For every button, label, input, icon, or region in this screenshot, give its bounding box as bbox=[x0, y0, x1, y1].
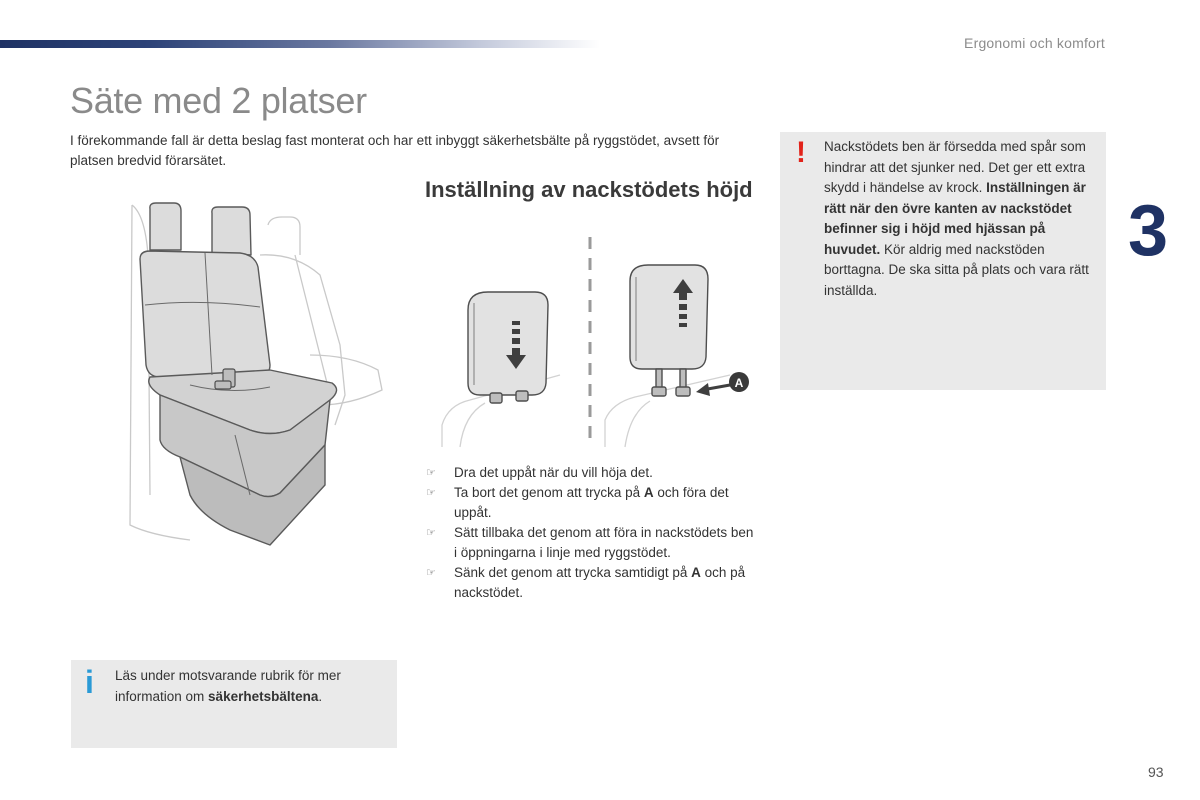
pointer-bullet-icon: ☞ bbox=[426, 487, 436, 499]
list-item bbox=[426, 563, 756, 603]
intro-paragraph: I förekommande fall är detta beslag fast monterat och har ett inbyggt säkerhetsbälte på ryggstödet, avsett för platsen bredvid förarsätet. bbox=[70, 133, 720, 168]
warning-paragraph: Nackstödets ben är försedda med spår som hindrar att det sjunker ned. Det ger ett extra skydd i händelse av krock. bbox=[824, 139, 1086, 195]
page-number: 93 bbox=[1148, 764, 1164, 780]
warning-text bbox=[824, 137, 1100, 301]
info-paragraph: Läs under motsvarande rubrik för mer information om bbox=[115, 668, 341, 704]
info-emphasis: säkerhetsbältena bbox=[208, 688, 319, 704]
warning-icon: ! bbox=[796, 136, 806, 169]
pointer-bullet-icon: ☞ bbox=[426, 527, 436, 539]
headrest-adjustment-illustration bbox=[440, 235, 760, 450]
step-text: Sätt tillbaka det genom att föra in nackstödets ben i öppningarna i linje med ryggstödet. bbox=[454, 525, 754, 560]
section-title: Ergonomi och komfort bbox=[964, 35, 1105, 51]
step-text: Dra det uppåt när du vill höja det. bbox=[454, 465, 653, 480]
pointer-bullet-icon: ☞ bbox=[426, 567, 436, 579]
list-item bbox=[426, 483, 756, 523]
info-paragraph: . bbox=[318, 688, 323, 704]
info-text bbox=[115, 666, 385, 707]
step-text: Sänk det genom att trycka samtidigt på bbox=[454, 565, 692, 580]
step-text: och föra det uppåt. bbox=[454, 485, 729, 520]
info-note bbox=[71, 660, 397, 748]
two-seat-bench-illustration bbox=[120, 195, 390, 555]
section-subheading: Inställning av nackstödets höjd bbox=[425, 177, 753, 202]
warning-paragraph: Kör aldrig med nackstöden borttagna. De ska sitta på plats och vara rätt inställda. bbox=[824, 241, 1089, 298]
step-key-label: A bbox=[643, 485, 654, 500]
list-item bbox=[426, 523, 756, 563]
chapter-number: 3 bbox=[1128, 191, 1169, 271]
step-key-label: A bbox=[691, 565, 701, 580]
warning-note bbox=[780, 132, 1106, 390]
header-accent-bar bbox=[0, 40, 600, 48]
page-title: Säte med 2 platser bbox=[70, 80, 367, 121]
pointer-bullet-icon: ☞ bbox=[426, 467, 436, 479]
list-item bbox=[426, 463, 756, 483]
callout-label-a: A bbox=[734, 376, 744, 390]
warning-emphasis: Inställningen är rätt när den övre kanten av nackstödet befinner sig i höjd med hjässan på huvudet. bbox=[824, 180, 1086, 257]
instruction-list bbox=[426, 463, 756, 603]
info-icon: i bbox=[85, 664, 94, 700]
step-text: Ta bort det genom att trycka på bbox=[454, 485, 644, 500]
step-text: och på nackstödet. bbox=[454, 565, 746, 600]
